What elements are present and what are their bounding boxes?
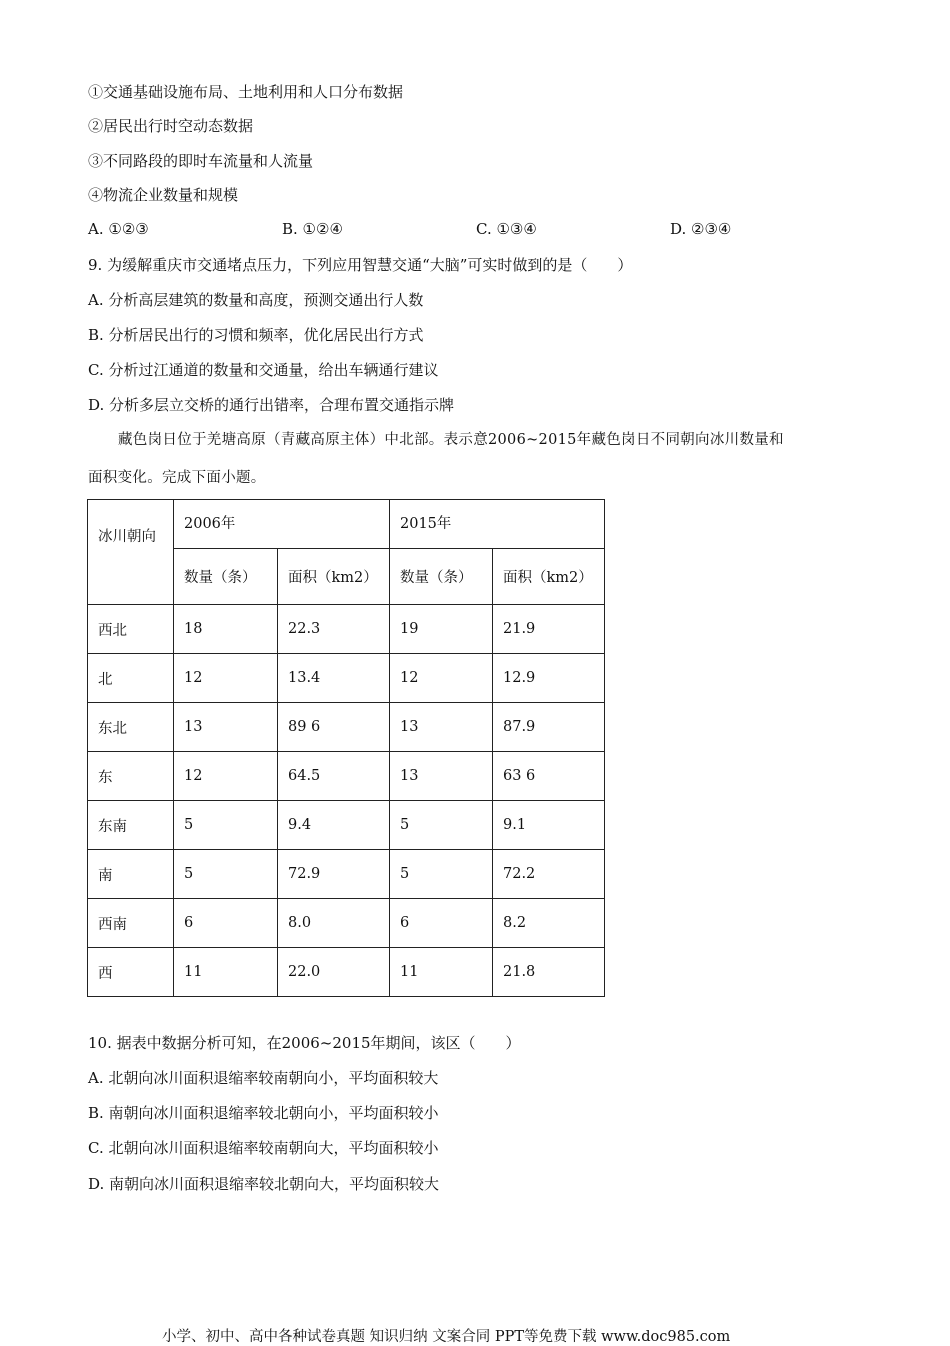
q9-option-b: B. 分析居民出行的习惯和频率，优化居民出行方式 bbox=[88, 326, 424, 344]
area-2006-cell: 72.9 bbox=[278, 850, 390, 899]
count-2015-cell: 6 bbox=[390, 899, 493, 948]
area-2015-cell: 72.2 bbox=[493, 850, 605, 899]
q10-option-a: A. 北朝向冰川面积退缩率较南朝向小，平均面积较大 bbox=[88, 1069, 439, 1087]
q9-option-c: C. 分析过江通道的数量和交通量，给出车辆通行建议 bbox=[88, 361, 439, 379]
row-direction: 南 bbox=[88, 850, 174, 899]
row-direction: 东北 bbox=[88, 703, 174, 752]
intro-line-2: 面积变化。完成下面小题。 bbox=[88, 470, 266, 486]
count-2015-header: 数量（条） bbox=[390, 549, 493, 605]
area-2006-cell: 8.0 bbox=[278, 899, 390, 948]
row-direction: 东 bbox=[88, 752, 174, 801]
count-2006-cell: 11 bbox=[174, 948, 278, 997]
area-2015-cell: 21.9 bbox=[493, 605, 605, 654]
area-2006-cell: 9.4 bbox=[278, 801, 390, 850]
year-2015-header: 2015年 bbox=[390, 500, 605, 549]
table-row bbox=[88, 948, 605, 997]
q8-option-b: B. ①②④ bbox=[282, 220, 343, 238]
table-row bbox=[88, 899, 605, 948]
area-2015-cell: 12.9 bbox=[493, 654, 605, 703]
count-2015-cell: 13 bbox=[390, 752, 493, 801]
q10-option-d: D. 南朝向冰川面积退缩率较北朝向大，平均面积较大 bbox=[88, 1175, 440, 1193]
count-2006-cell: 6 bbox=[174, 899, 278, 948]
glacier-table bbox=[87, 499, 605, 997]
q8-option-a: A. ①②③ bbox=[88, 220, 149, 238]
q8-option-d: D. ②③④ bbox=[670, 220, 732, 238]
count-2015-cell: 19 bbox=[390, 605, 493, 654]
table-row bbox=[88, 801, 605, 850]
count-2006-cell: 5 bbox=[174, 801, 278, 850]
table-row bbox=[88, 654, 605, 703]
area-2015-cell: 21.8 bbox=[493, 948, 605, 997]
area-2015-cell: 9.1 bbox=[493, 801, 605, 850]
intro-line-1: 藏色岗日位于羌塘高原（青藏高原主体）中北部。表示意2006~2015年藏色岗日不同朝向冰川数量和 bbox=[118, 432, 784, 448]
count-2015-cell: 5 bbox=[390, 801, 493, 850]
row-direction: 西北 bbox=[88, 605, 174, 654]
row-direction: 东南 bbox=[88, 801, 174, 850]
q10-option-b: B. 南朝向冰川面积退缩率较北朝向小，平均面积较小 bbox=[88, 1104, 439, 1122]
count-2015-cell: 13 bbox=[390, 703, 493, 752]
q8-option-c: C. ①③④ bbox=[476, 220, 537, 238]
table-row bbox=[88, 703, 605, 752]
area-2015-cell: 87.9 bbox=[493, 703, 605, 752]
count-2006-cell: 13 bbox=[174, 703, 278, 752]
q9-option-d: D. 分析多层立交桥的通行出错率，合理布置交通指示牌 bbox=[88, 396, 455, 414]
count-2006-header: 数量（条） bbox=[174, 549, 278, 605]
count-2015-cell: 11 bbox=[390, 948, 493, 997]
q9-stem: 9. 为缓解重庆市交通堵点压力，下列应用智慧交通“大脑”可实时做到的是（ ） bbox=[88, 256, 633, 274]
area-2006-cell: 64.5 bbox=[278, 752, 390, 801]
table-row bbox=[88, 605, 605, 654]
year-2006-header: 2006年 bbox=[174, 500, 390, 549]
area-2006-cell: 22.3 bbox=[278, 605, 390, 654]
count-2006-cell: 12 bbox=[174, 752, 278, 801]
table-row bbox=[88, 752, 605, 801]
item-2: ②居民出行时空动态数据 bbox=[88, 117, 254, 135]
area-2006-header: 面积（km2） bbox=[278, 549, 390, 605]
area-2006-cell: 22.0 bbox=[278, 948, 390, 997]
count-2006-cell: 12 bbox=[174, 654, 278, 703]
area-2015-cell: 63 6 bbox=[493, 752, 605, 801]
count-2015-cell: 5 bbox=[390, 850, 493, 899]
table-row bbox=[88, 850, 605, 899]
area-2015-header: 面积（km2） bbox=[493, 549, 605, 605]
q10-option-c: C. 北朝向冰川面积退缩率较南朝向大，平均面积较小 bbox=[88, 1139, 439, 1157]
area-2006-cell: 89 6 bbox=[278, 703, 390, 752]
item-3: ③不同路段的即时车流量和人流量 bbox=[88, 152, 314, 170]
q9-option-a: A. 分析高层建筑的数量和高度，预测交通出行人数 bbox=[88, 291, 424, 309]
q10-stem: 10. 据表中数据分析可知，在2006~2015年期间，该区（ ） bbox=[88, 1034, 521, 1052]
row-direction: 西南 bbox=[88, 899, 174, 948]
item-4: ④物流企业数量和规模 bbox=[88, 186, 239, 204]
area-2006-cell: 13.4 bbox=[278, 654, 390, 703]
area-2015-cell: 8.2 bbox=[493, 899, 605, 948]
page-footer: 小学、初中、高中各种试卷真题 知识归纳 文案合同 PPT等免费下载 www.doc985.com bbox=[162, 1329, 731, 1345]
count-2015-cell: 12 bbox=[390, 654, 493, 703]
row-direction: 西 bbox=[88, 948, 174, 997]
table-corner-header: 冰川朝向 bbox=[88, 500, 174, 605]
item-1: ①交通基础设施布局、土地利用和人口分布数据 bbox=[88, 83, 404, 101]
count-2006-cell: 18 bbox=[174, 605, 278, 654]
count-2006-cell: 5 bbox=[174, 850, 278, 899]
row-direction: 北 bbox=[88, 654, 174, 703]
